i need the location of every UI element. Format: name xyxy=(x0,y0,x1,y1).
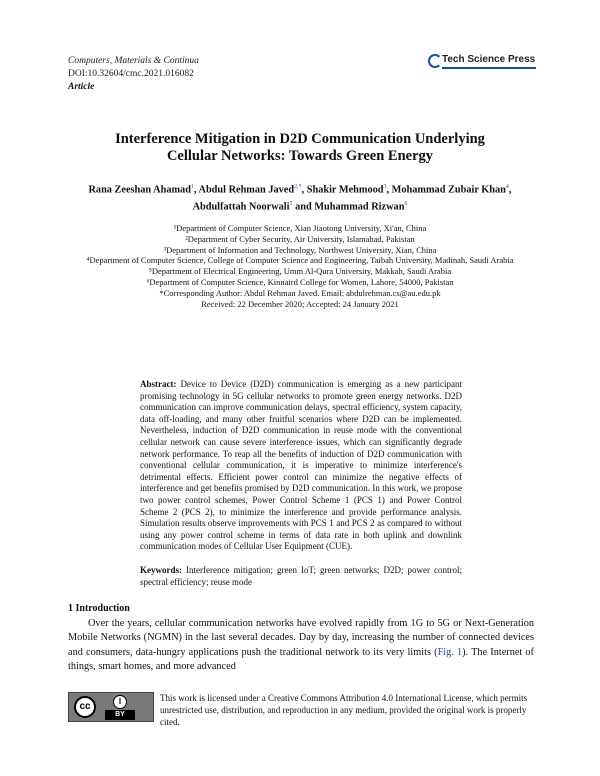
doi: DOI:10.32604/cmc.2021.016082 xyxy=(68,69,194,79)
section-heading: 1 Introduction xyxy=(68,603,130,614)
intro-text: Over the years, cellular communication networks have evolved rapidly from 1G to 5G or Next-Generation Mobile Networks (NGMN) in the last several decades. Day by day, increasing the number of connected devices and consumers, data-hungry applications push the traditional network to its very limits ( xyxy=(68,618,534,658)
affiliation: ⁵Department of Electrical Engineering, Umm Al-Qura University, Makkah, Saudi Arabia xyxy=(148,266,452,277)
intro-paragraph xyxy=(68,617,534,674)
author-name: Muhammad Rizwan xyxy=(314,201,405,213)
journal-name: Computers, Materials & Continua xyxy=(68,56,199,66)
abstract-text: Device to Device (D2D) communication is emerging as a new participant promising technology in 5G cellular networks to promote green energy networks. D2D communication can improve communication delays, spectral efficiency, system capacity, data off-loading, and many other fruitful scenarios where D2D can be implemented. Nevertheless, induction of D2D communication in reuse mode with the conventional cellular network can cause severe interference issues, which can significantly degrade network performance. To reap all the benefits of induction of D2D communication with conventional cellular communication, it is imperative to minimize interference's detrimental effects. Efficient power control can minimize the negative effects of interference and get benefits promised by D2D communication. In this work, we propose two power control schemes, Power Control Scheme 1 (PCS 1) and Power Control Scheme 2 (PCS 2), to minimize the interference and provide performance analysis. Simulation results observe improvements with PCS 1 and PCS 2 as compared to without using any power control scheme in terms of data rate in both uplink and downlink communication modes of Cellular User Equipment (CUE). xyxy=(140,379,462,552)
affiliation: ²Department of Cyber Security, Air University, Islamabad, Pakistan xyxy=(185,233,415,244)
person-icon: i xyxy=(113,695,127,709)
author-affil-mark[interactable]: 1 xyxy=(190,184,194,190)
affiliations xyxy=(75,223,525,309)
by-label: BY xyxy=(105,710,135,720)
author-name: Rana Zeeshan Ahamad xyxy=(88,184,191,196)
author-affil-mark[interactable]: 4 xyxy=(505,184,509,190)
author-list: Rana Zeeshan Ahamad$^1$, Abdul Rehman Javed$^{2,*}$, Shakir Mehmood$^3$, Mohammad Zubair Khan$^4$, Abdulfattah Noorwali$^5$ and Muhammad Rizwan$^6$ xyxy=(88,184,512,213)
publisher-logo-icon xyxy=(428,54,442,68)
license-text: This work is licensed under a Creative Commons Attribution 4.0 International License, which permits unrestricted use, distribution, and reproduction in any medium, provided the original work is properly cited. xyxy=(160,693,528,727)
author-affil-mark[interactable]: 6 xyxy=(404,201,408,208)
affiliation: ³Department of Information and Technology, Northwest University, Xian, China xyxy=(163,244,437,255)
abstract-label: Abstract: xyxy=(140,379,177,389)
abstract xyxy=(140,379,462,553)
figure-link[interactable]: Fig. 1 xyxy=(437,646,463,658)
paper-title xyxy=(60,131,540,165)
cc-by-badge[interactable] xyxy=(68,692,154,722)
intro-text-continued: ). The Internet of things, smart homes, and more advanced xyxy=(68,646,534,672)
keywords xyxy=(140,565,462,588)
author-name: Abdul Rehman Javed xyxy=(198,184,295,196)
cc-icon: cc xyxy=(74,696,96,718)
received-accepted-dates: Received: 22 December 2020; Accepted: 24 January 2021 xyxy=(201,298,399,309)
logo-underline xyxy=(442,67,536,69)
author-name: Mohammad Zubair Khan xyxy=(391,184,506,196)
title-line-2: Cellular Networks: Towards Green Energy xyxy=(166,148,434,164)
author-name: Shakir Mehmood xyxy=(306,184,384,196)
affiliation: ⁶Department of Computer Science, Kinnaird College for Women, Lahore, 54000, Pakistan xyxy=(146,276,454,287)
author-affil-mark[interactable]: 3 xyxy=(383,184,387,190)
keywords-label: Keywords: xyxy=(140,565,182,575)
publisher-name: Tech Science Press xyxy=(442,54,536,65)
keywords-text: Interference mitigation; green IoT; green networks; D2D; power control; spectral efficiency; reuse mode xyxy=(140,565,462,587)
publisher-logo xyxy=(428,52,538,70)
affiliation: ⁴Department of Computer Science, College of Computer Science and Engineering, Taibah University, Madinah, Saudi Arabia xyxy=(86,255,514,266)
author-affil-mark[interactable]: 5 xyxy=(289,201,293,208)
author-name: Abdulfattah Noorwali xyxy=(192,201,290,213)
article-type: Article xyxy=(68,82,95,92)
corresponding-author: *Corresponding Author: Abdul Rehman Javed. Email: abdulrehman.cs@au.edu.pk xyxy=(159,287,441,298)
author-affil-mark[interactable]: 2,* xyxy=(294,184,302,190)
title-line-1: Interference Mitigation in D2D Communication Underlying xyxy=(115,131,485,147)
affiliation: ¹Department of Computer Science, Xian Jiaotong University, Xi'an, China xyxy=(173,223,427,233)
